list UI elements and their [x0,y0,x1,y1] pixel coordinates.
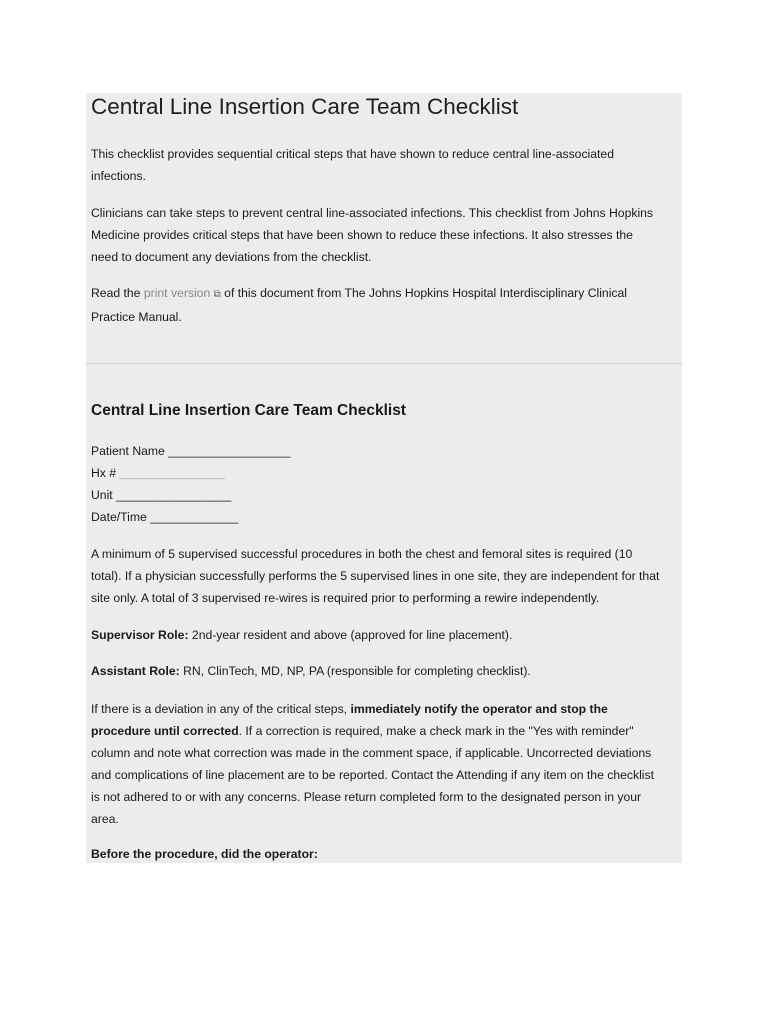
hx-number-label: Hx # [91,466,117,480]
supervisor-role-paragraph [91,624,681,646]
supervisor-role-text: 2nd-year resident and above (approved for line placement). [188,628,513,642]
hx-number-blank[interactable]: __________________ [119,468,225,480]
minimum-procedures-paragraph [91,543,681,609]
document-page [86,93,682,863]
patient-name-field [91,440,290,462]
deviation-paragraph [91,698,681,830]
intro-p2-line1: Clinicians can take steps to prevent central line-associated infections. This checklist from Johns Hopkins [91,206,654,220]
assistant-role-paragraph [91,660,681,682]
min-line2: total). If a physician successfully performs the 5 supervised lines in one site, they are independent for that [91,569,660,583]
intro-p3-line2: Practice Manual. [91,310,182,324]
patient-name-blank[interactable]: __________________ [168,444,291,458]
dev-line5: is not adhered to or with any concerns. Please return completed form to the designated person in your [91,790,642,804]
checklist-title: Central Line Insertion Care Team Checklist [91,402,406,419]
intro-paragraph-1 [91,143,681,187]
date-time-label: Date/Time [91,510,147,524]
min-line3: site only. A total of 3 supervised re-wires is required prior to performing a rewire independently. [91,591,600,605]
patient-name-label: Patient Name [91,444,165,458]
page-title: Central Line Insertion Care Team Checklist [91,94,519,119]
section-divider [86,363,682,364]
dev-line1-b: immediately notify the operator and stop the [350,702,608,716]
intro-paragraph-2 [91,202,681,268]
assistant-role-text: RN, ClinTech, MD, NP, PA (responsible for completing checklist). [179,664,531,678]
intro-p1-line1: This checklist provides sequential critical steps that have shown to reduce central line-associated [91,147,614,161]
dev-line1-a: If there is a deviation in any of the critical steps, [91,702,351,716]
date-time-blank[interactable]: _____________ [150,510,239,524]
date-time-field [91,506,238,528]
min-line1: A minimum of 5 supervised successful procedures in both the chest and femoral sites is required (10 [91,547,633,561]
before-procedure-heading [91,843,681,865]
intro-p2-line3: need to document any deviations from the checklist. [91,250,372,264]
before-procedure-text: Before the procedure, did the operator: [91,847,318,861]
intro-p3-suffix: of this document from The Johns Hopkins Hospital Interdisciplinary Clinical [220,286,627,300]
unit-blank[interactable]: _________________ [116,488,232,502]
dev-line3: column and note what correction was made in the comment space, if applicable. Uncorrected deviations [91,746,652,760]
dev-line6: area. [91,812,119,826]
dev-line2-a: procedure until corrected [91,724,239,738]
dev-line2-b: . If a correction is required, make a check mark in the "Yes with reminder" [238,724,634,738]
unit-label: Unit [91,488,113,502]
hx-number-field [91,462,225,485]
assistant-role-label: Assistant Role: [91,664,180,678]
supervisor-role-label: Supervisor Role: [91,628,189,642]
unit-field [91,484,231,506]
intro-p1-line2: infections. [91,169,146,183]
intro-paragraph-3 [91,282,681,328]
intro-p3-prefix: Read the [91,286,144,300]
dev-line4: and complications of line placement are to be reported. Contact the Attending if any item on the checklist [91,768,654,782]
external-link-icon[interactable]: ⧉ [213,289,221,300]
print-version-link[interactable]: print version [143,286,211,300]
intro-p2-line2: Medicine provides critical steps that have been shown to reduce these infections. It also stresses the [91,228,633,242]
